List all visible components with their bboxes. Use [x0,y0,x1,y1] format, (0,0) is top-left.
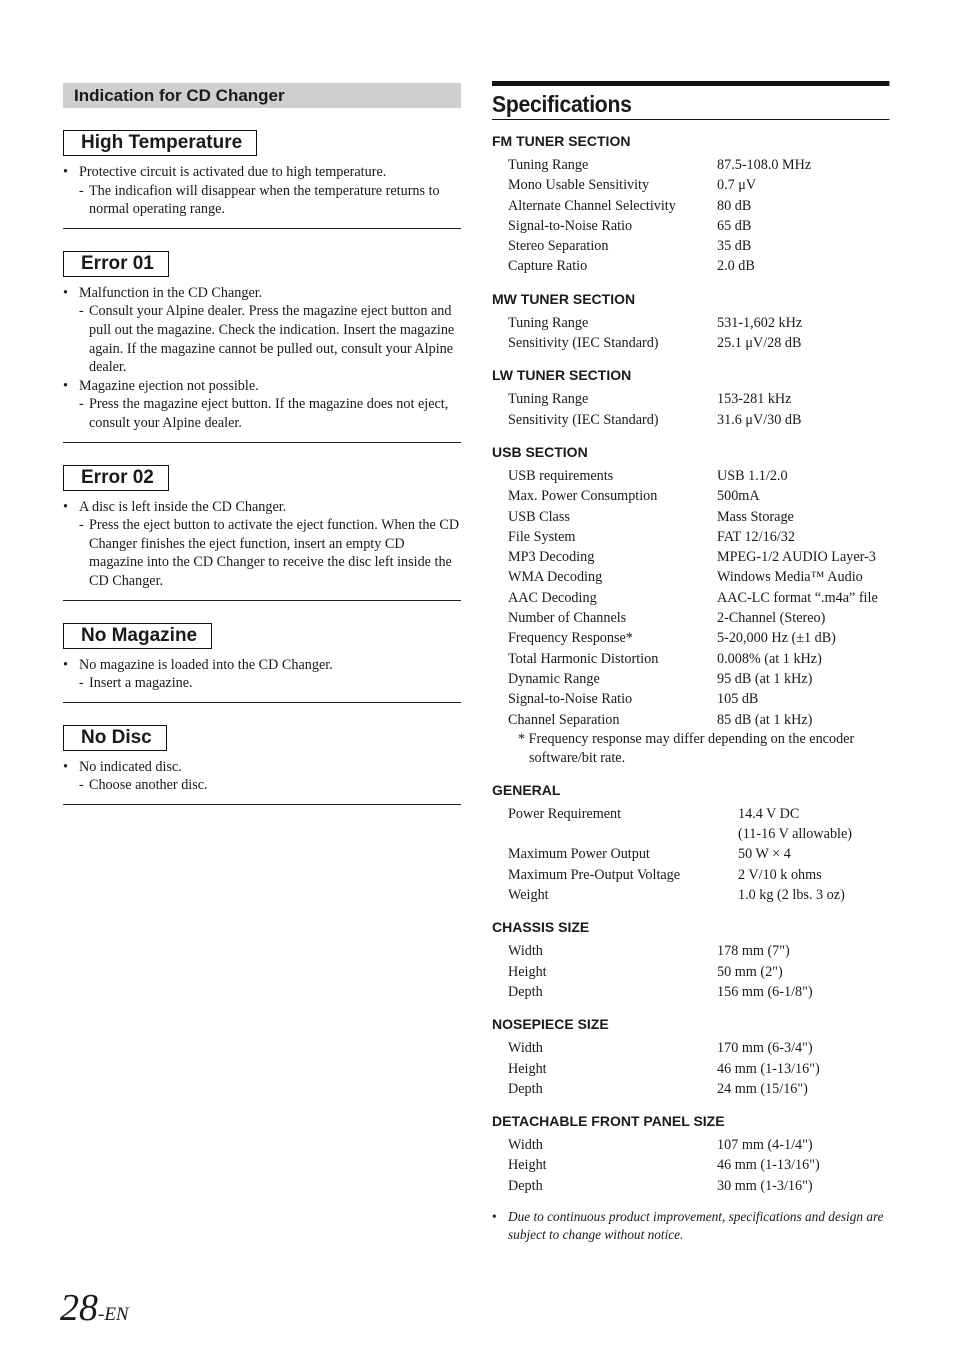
dash-mark: - [79,396,84,413]
spec-row [492,1135,890,1155]
spec-label: Frequency Response* [508,630,633,647]
indication-body [63,656,461,693]
dash-mark: - [79,517,84,534]
spec-label [508,824,738,844]
spec-row [492,1176,890,1196]
spec-value: 80 dB [717,197,752,214]
indication-title: No Disc [63,725,167,751]
indication-section [63,443,461,601]
spec-label: Tuning Range [508,314,589,331]
indication-title: Error 02 [63,465,169,491]
sub-item-text: The indicafion will disappear when the temperature returns to normal operating range. [89,182,440,218]
indication-body [63,498,461,591]
spec-section-title: LW TUNER SECTION [492,367,632,384]
spec-label: Sensitivity (IEC Standard) [508,335,659,352]
spec-row [492,710,890,730]
specifications-heading: Specifications [492,81,889,120]
spec-value: (11-16 V allowable) [738,826,852,843]
spec-label: Tuning Range [508,157,589,173]
spec-value: 105 dB [717,691,759,708]
spec-value: 95 dB (at 1 kHz) [717,670,813,687]
spec-value: 0.7 μV [717,177,757,194]
spec-value: 2.0 dB [717,258,755,275]
spec-row [492,216,890,236]
spec-row [492,962,890,982]
spec-value: AAC-LC format “.m4a” file [717,589,878,606]
spec-label: Width [508,943,543,960]
spec-row [492,236,890,256]
spec-row [492,507,890,527]
spec-label: USB Class [508,508,570,525]
spec-row [492,1155,890,1175]
spec-row [492,175,890,195]
spec-value: Windows Media™ Audio [717,569,863,586]
spec-row [492,865,890,885]
spec-value: MPEG-1/2 AUDIO Layer-3 [717,549,876,566]
spec-value: 87.5-108.0 MHz [717,157,812,173]
spec-row [492,155,890,175]
spec-section-title: DETACHABLE FRONT PANEL SIZE [492,1113,725,1130]
spec-value: FAT 12/16/32 [717,528,795,545]
spec-row [492,608,890,628]
page-language-suffix: -EN [98,1304,129,1325]
spec-value: 35 dB [717,238,752,255]
spec-value: 50 mm (2") [717,963,783,980]
spec-section [492,919,890,1002]
indication-body [63,758,461,795]
spec-row [492,196,890,216]
bullet-item: • A disc is left inside the CD Changer. [63,498,461,517]
sub-item [63,395,461,432]
spec-row [492,313,890,333]
spec-section [492,1016,890,1099]
spec-value: 153-281 kHz [717,391,792,408]
spec-row [492,1059,890,1079]
bullet-item: • No magazine is loaded into the CD Changer. [63,656,461,675]
spec-row [492,689,890,709]
spec-value: 65 dB [717,217,752,234]
dash-mark: - [79,182,84,199]
spec-row [492,1079,890,1099]
spec-label: Max. Power Consumption [508,488,658,505]
spec-section-title: CHASSIS SIZE [492,919,590,936]
indication-body [63,163,461,219]
section-divider [63,804,461,805]
spec-value: 500mA [717,488,760,505]
spec-value: 14.4 V DC [738,805,800,822]
spec-value: 46 mm (1-13/16") [717,1157,820,1174]
spec-row [492,941,890,961]
spec-section-title: FM TUNER SECTION [492,133,631,149]
spec-value: 2-Channel (Stereo) [717,610,826,627]
spec-value: 85 dB (at 1 kHz) [717,711,813,728]
spec-label: Power Requirement [508,805,622,822]
spec-label: Maximum Power Output [508,846,650,863]
page-number [60,1286,129,1330]
spec-footnote: • Due to continuous product improvement, specifications and design are subject to change without notice. [492,1208,890,1244]
spec-label: AAC Decoding [508,589,597,606]
bullet-item: • Malfunction in the CD Changer. [63,284,461,303]
sub-item-text: Press the eject button to activate the eject function. When the CD Changer finishes the eject function, insert an empty CD magazine into the CD Changer to receive the disc left inside the CD Changer. [89,517,460,589]
spec-value: 5-20,000 Hz (±1 dB) [717,630,836,647]
spec-row [492,389,890,409]
spec-label: USB requirements [508,467,614,484]
specifications-column [492,81,890,1244]
spec-row [492,824,890,844]
spec-section-title: MW TUNER SECTION [492,290,636,307]
spec-row [492,844,890,864]
dash-mark: - [79,303,84,320]
spec-section [492,444,890,768]
indication-section [63,601,461,703]
spec-value: 30 mm (1-3/16") [717,1177,813,1194]
sub-item [63,516,461,590]
spec-label: Stereo Separation [508,238,609,255]
spec-value: 170 mm (6-3/4") [717,1040,813,1057]
sub-item [63,776,461,795]
spec-value: 46 mm (1-13/16") [717,1060,820,1077]
spec-label: Mono Usable Sensitivity [508,177,650,194]
spec-value: 107 mm (4-1/4") [717,1137,813,1154]
dash-mark: - [79,777,84,794]
bullet-item: • Magazine ejection not possible. [63,377,461,396]
indication-section [63,703,461,805]
spec-value: 50 W × 4 [738,846,791,863]
spec-row [492,804,890,824]
spec-row [492,527,890,547]
spec-label: Capture Ratio [508,258,588,275]
spec-row [492,628,890,648]
spec-section-title: NOSEPIECE SIZE [492,1016,609,1033]
sub-item-text: Consult your Alpine dealer. Press the magazine eject button and pull out the magazine. Check the indication. Insert the magazine again. If the magazine cannot be pulled out, consult your Alpine dealer. [89,303,455,376]
spec-label: WMA Decoding [508,569,603,586]
sub-item-text: Choose another disc. [89,777,208,794]
spec-value: 178 mm (7") [717,943,790,960]
spec-row [492,486,890,506]
spec-section [492,291,890,354]
bullet-item: • Protective circuit is activated due to high temperature. [63,163,461,182]
spec-row [492,982,890,1002]
spec-section [492,782,890,905]
cd-changer-indications [63,83,461,805]
indication-body [63,284,461,433]
spec-label: Height [508,1157,547,1174]
indication-title: High Temperature [63,130,257,156]
spec-value: Mass Storage [717,508,794,525]
spec-value: USB 1.1/2.0 [717,467,788,484]
spec-label: Maximum Pre-Output Voltage [508,866,681,883]
spec-row [492,885,890,905]
spec-label: Height [508,1060,547,1077]
spec-row [492,256,890,276]
spec-label: Number of Channels [508,610,627,627]
spec-row [492,333,890,353]
spec-value: 1.0 kg (2 lbs. 3 oz) [738,887,845,904]
spec-label: Width [508,1137,543,1154]
spec-label: Sensitivity (IEC Standard) [508,411,659,428]
indication-band-title: Indication for CD Changer [63,83,461,108]
spec-section [492,133,890,277]
spec-label: Weight [508,887,549,904]
spec-value: 2 V/10 k ohms [738,866,822,883]
spec-row [492,649,890,669]
indication-title: Error 01 [63,251,169,277]
spec-section [492,1113,890,1196]
spec-row [492,466,890,486]
indication-section [63,229,461,443]
spec-label: Depth [508,1080,543,1097]
spec-section-title: GENERAL [492,781,561,798]
sub-item-text: Press the magazine eject button. If the magazine does not eject, consult your Alpine dealer. [89,396,449,431]
spec-row [492,588,890,608]
spec-row [492,1038,890,1058]
spec-value: 0.008% (at 1 kHz) [717,650,822,667]
bullet-item: • No indicated disc. [63,758,461,777]
spec-label: File System [508,528,576,545]
dash-mark: - [79,675,84,692]
spec-label: Dynamic Range [508,670,600,687]
specification-sections [492,133,890,1196]
spec-value: 24 mm (15/16") [717,1080,808,1097]
spec-value: 31.6 μV/30 dB [717,411,802,428]
indication-title: No Magazine [63,623,212,649]
spec-label: Height [508,963,547,980]
spec-label: Signal-to-Noise Ratio [508,691,633,708]
spec-label: Channel Separation [508,711,620,728]
spec-row [492,567,890,587]
indication-sections [63,108,461,805]
spec-label: Depth [508,983,543,1000]
sub-item [63,182,461,219]
spec-label: Tuning Range [508,391,589,408]
spec-label: Depth [508,1177,543,1194]
spec-label: Signal-to-Noise Ratio [508,217,633,234]
sub-item-text: Insert a magazine. [89,675,193,692]
spec-label: MP3 Decoding [508,549,595,566]
spec-section-title: USB SECTION [492,443,588,460]
sub-item [63,674,461,693]
indication-section [63,108,461,229]
spec-value: 156 mm (6-1/8") [717,983,813,1000]
sub-item [63,302,461,376]
spec-note: * Frequency response may differ depending on the encoder software/bit rate. [518,730,855,766]
spec-value: 25.1 μV/28 dB [717,335,802,352]
spec-section [492,367,890,430]
spec-label: Width [508,1040,543,1057]
page-number-value: 28 [60,1287,98,1329]
spec-row [492,547,890,567]
spec-value: 531-1,602 kHz [717,314,803,331]
spec-label: Alternate Channel Selectivity [508,197,676,214]
spec-row [492,410,890,430]
spec-label: Total Harmonic Distortion [508,650,659,667]
spec-row [492,669,890,689]
